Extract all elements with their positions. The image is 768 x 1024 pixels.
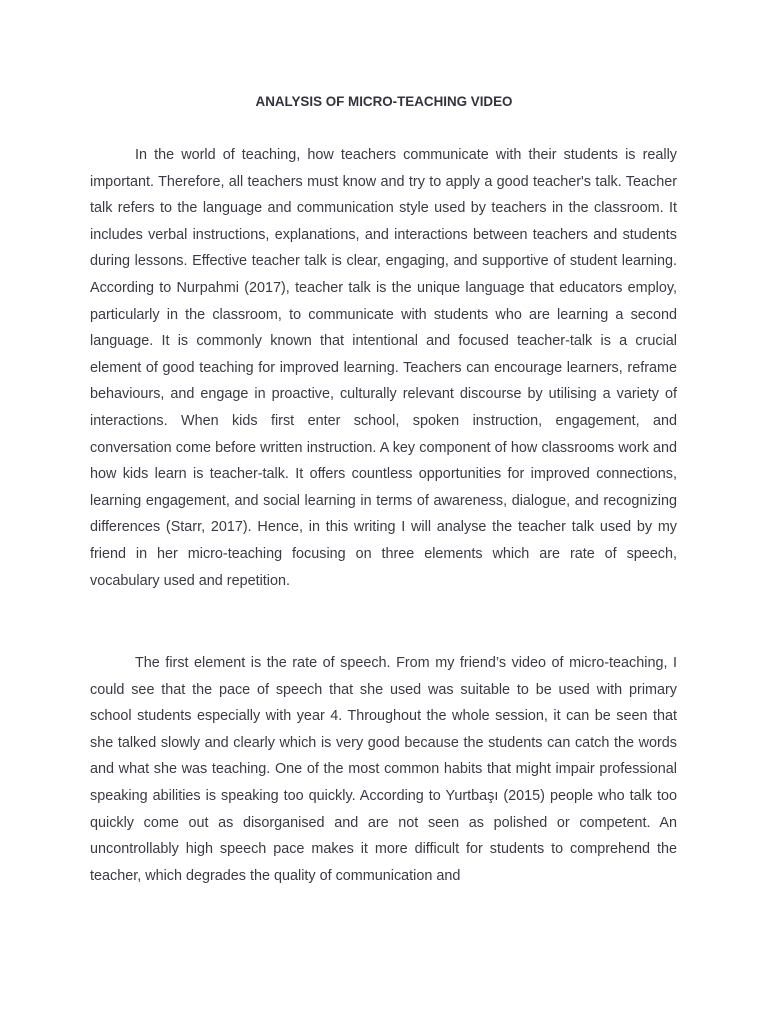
paragraph-introduction: In the world of teaching, how teachers communicate with their students is really important. Therefore, all teachers must know and try to apply a good teacher's talk. Teacher talk refers to the language and communication style used by teachers in the classroom. It includes verbal instructions, explanations, and interactions between teachers and students during lessons. Effective teacher talk is clear, engaging, and supportive of student learning. According to Nurpahmi (2017), teacher talk is the unique language that educators employ, particularly in the classroom, to communicate with students who are learning a second language. It is commonly known that intentional and focused teacher-talk is a crucial element of good teaching for improved learning. Teachers can encourage learners, reframe behaviours, and engage in proactive, culturally relevant discourse by utilising a variety of interactions. When kids first enter school, spoken instruction, engagement, and conversation come before written instruction. A key component of how classrooms work and how kids learn is teacher-talk. It offers countless opportunities for improved connections, learning engagement, and social learning in terms of awareness, dialogue, and recognizing differences (Starr, 2017). Hence, in this writing I will analyse the teacher talk used by my friend in her micro-teaching focusing on three elements which are rate of speech, vocabulary used and repetition. bbox=[90, 147, 677, 589]
document-title: ANALYSIS OF MICRO-TEACHING VIDEO bbox=[255, 94, 513, 109]
paragraph-rate-of-speech: The first element is the rate of speech. From my friend’s video of micro-teaching, I could see that the pace of speech that she used was suitable to be used with primary school students especially with year 4. Throughout the whole session, it can be seen that she talked slowly and clearly which is very good because the students can catch the words and what she was teaching. One of the most common habits that might impair professional speaking abilities is speaking too quickly. According to Yurtbaşı (2015) people who talk too quickly come out as disorganised and are not seen as polished or competent. An uncontrollably high speech pace makes it more difficult for students to comprehend the teacher, which degrades the quality of communication and bbox=[90, 655, 677, 884]
